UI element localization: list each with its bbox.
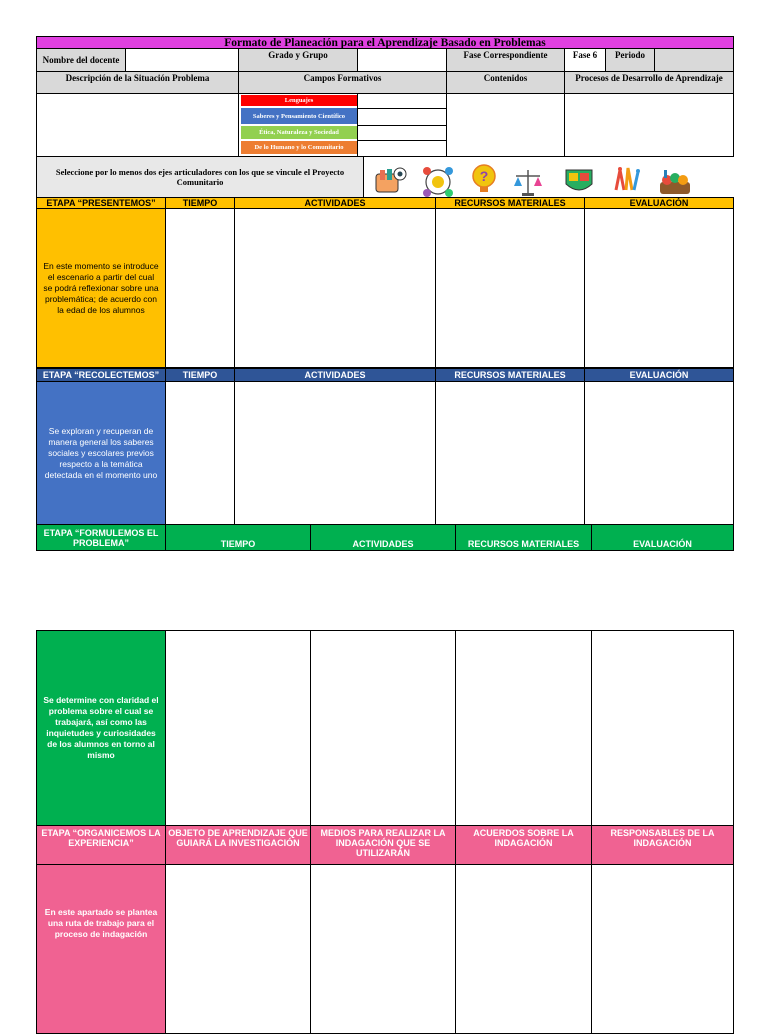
- recolectemos-evaluacion-field[interactable]: [584, 381, 734, 525]
- contenidos-field[interactable]: [446, 93, 565, 157]
- presentemos-recursos-field[interactable]: [435, 208, 585, 368]
- presentemos-col-actividades: ACTIVIDADES: [234, 197, 436, 209]
- organicemos-col-objeto: OBJETO DE APRENDIZAJE QUE GUIARÁ LA INVESTIGACIÓN: [165, 825, 311, 865]
- presentemos-col-tiempo: TIEMPO: [165, 197, 235, 209]
- formulemos-tiempo-field[interactable]: [165, 630, 311, 826]
- campo-check-4[interactable]: [357, 140, 447, 157]
- periodo-field[interactable]: [654, 48, 734, 72]
- campo-lenguajes[interactable]: Lenguajes: [241, 95, 357, 106]
- formulemos-col-evaluacion: EVALUACIÓN: [591, 524, 734, 551]
- docente-field[interactable]: [125, 48, 239, 72]
- presentemos-col-recursos: RECURSOS MATERIALES: [435, 197, 585, 209]
- formulemos-evaluacion-field[interactable]: [591, 630, 734, 826]
- campo-saberes[interactable]: Saberes y Pensamiento Científico: [241, 108, 357, 124]
- recolectemos-recursos-field[interactable]: [435, 381, 585, 525]
- recolectemos-col-actividades: ACTIVIDADES: [234, 368, 436, 382]
- recolectemos-col-recursos: RECURSOS MATERIALES: [435, 368, 585, 382]
- ejes-label: Seleccione por lo menos dos ejes articuladores con los que se vincule el Proyecto Comunitario: [36, 156, 364, 198]
- campo-check-3[interactable]: [357, 125, 447, 141]
- descripcion-header: Descripción de la Situación Problema: [36, 71, 239, 94]
- organicemos-title: ETAPA “ORGANICEMOS LA EXPERIENCIA”: [36, 825, 166, 865]
- fase-label: Fase Correspondiente: [446, 48, 565, 72]
- presentemos-evaluacion-field[interactable]: [584, 208, 734, 368]
- procesos-header: Procesos de Desarrollo de Aprendizaje: [564, 71, 734, 94]
- presentemos-description: En este momento se introduce el escenario a partir del cual se podrá reflexionar sobre una problemática; de acuerdo con la edad de los alumnos: [36, 208, 166, 368]
- organicemos-description: En este apartado se plantea una ruta de trabajo para el proceso de indagación: [36, 864, 166, 1034]
- organicemos-col-responsables: RESPONSABLES DE LA INDAGACIÓN: [591, 825, 734, 865]
- formulemos-actividades-field[interactable]: [310, 630, 456, 826]
- recolectemos-title: ETAPA “RECOLECTEMOS”: [36, 368, 166, 382]
- presentemos-tiempo-field[interactable]: [165, 208, 235, 368]
- formulemos-title: ETAPA “FORMULEMOS EL PROBLEMA”: [36, 524, 166, 551]
- svg-text:?: ?: [479, 168, 489, 184]
- campo-check-1[interactable]: [357, 93, 447, 109]
- ejes-icons: [364, 156, 734, 198]
- presentemos-title: ETAPA “PRESENTEMOS”: [36, 197, 166, 209]
- organicemos-col-acuerdos: ACUERDOS SOBRE LA INDAGACIÓN: [455, 825, 592, 865]
- campo-humano[interactable]: De lo Humano y lo Comunitario: [241, 141, 357, 154]
- form-title: Formato de Planeación para el Aprendizaje Basado en Problemas: [36, 36, 734, 49]
- formulemos-col-actividades: ACTIVIDADES: [310, 524, 456, 551]
- campo-check-2[interactable]: [357, 108, 447, 126]
- vida-saludable-icon[interactable]: [566, 170, 592, 190]
- inclusion-icon[interactable]: [376, 168, 406, 192]
- docente-label: Nombre del docente: [36, 48, 126, 72]
- formulemos-recursos-field[interactable]: [455, 630, 592, 826]
- recolectemos-tiempo-field[interactable]: [165, 381, 235, 525]
- descripcion-field[interactable]: [36, 93, 239, 157]
- formulemos-description: Se determine con claridad el problema sobre el cual se trabajará, así como las inquietudes y curiosidades de los alumnos en torno al mismo: [36, 630, 166, 826]
- grado-field[interactable]: [357, 48, 447, 72]
- contenidos-header: Contenidos: [446, 71, 565, 94]
- periodo-label: Periodo: [605, 48, 655, 72]
- igualdad-genero-icon[interactable]: [514, 170, 542, 196]
- organicemos-medios-field[interactable]: [310, 864, 456, 1034]
- artes-icon[interactable]: [660, 170, 690, 194]
- pensamiento-critico-icon[interactable]: [423, 167, 453, 197]
- lectura-escritura-icon[interactable]: [616, 167, 640, 190]
- organicemos-acuerdos-field[interactable]: [455, 864, 592, 1034]
- presentemos-actividades-field[interactable]: [234, 208, 436, 368]
- interculturalidad-icon[interactable]: [473, 165, 495, 192]
- organicemos-col-medios: MEDIOS PARA REALIZAR LA INDAGACIÓN QUE SE UTILIZARÁN: [310, 825, 456, 865]
- campo-etica[interactable]: Ética, Naturaleza y Sociedad: [241, 126, 357, 139]
- recolectemos-col-evaluacion: EVALUACIÓN: [584, 368, 734, 382]
- fase-value: Fase 6: [564, 48, 606, 72]
- presentemos-col-evaluacion: EVALUACIÓN: [584, 197, 734, 209]
- organicemos-objeto-field[interactable]: [165, 864, 311, 1034]
- formulemos-col-tiempo: TIEMPO: [165, 524, 311, 551]
- recolectemos-actividades-field[interactable]: [234, 381, 436, 525]
- formulemos-col-recursos: RECURSOS MATERIALES: [455, 524, 592, 551]
- campos-header: Campos Formativos: [238, 71, 447, 94]
- recolectemos-description: Se exploran y recuperan de manera general los saberes sociales y escolares previos respecto a la temática detectada en el momento uno: [36, 381, 166, 525]
- procesos-field[interactable]: [564, 93, 734, 157]
- organicemos-responsables-field[interactable]: [591, 864, 734, 1034]
- recolectemos-col-tiempo: TIEMPO: [165, 368, 235, 382]
- grado-label: Grado y Grupo: [238, 48, 358, 72]
